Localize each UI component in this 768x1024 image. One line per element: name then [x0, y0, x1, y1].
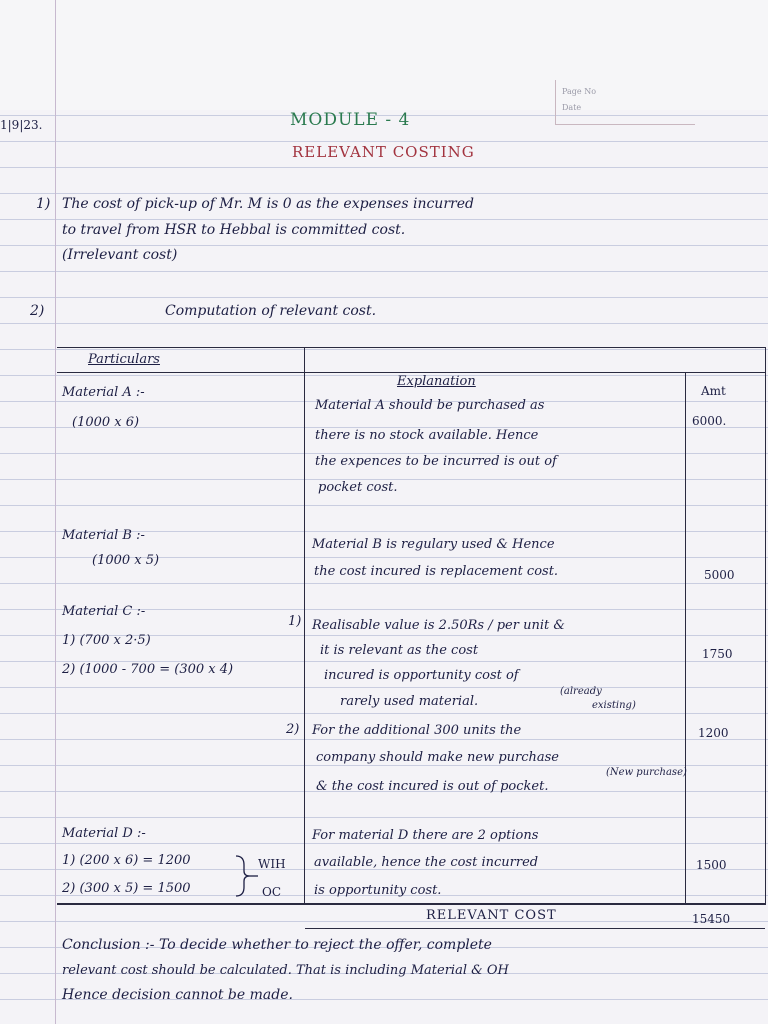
total-amount: 15450: [692, 912, 731, 926]
q1-line3: (Irrelevant cost): [62, 247, 178, 263]
material-c-exp-5: For the additional 300 units the: [312, 723, 522, 738]
page-date-box: [555, 80, 695, 125]
material-d-calc-2: 2) (300 x 5) = 1500: [62, 881, 191, 896]
page-title: RELEVANT COSTING: [292, 143, 475, 161]
table-divider-2: [685, 372, 686, 903]
material-d-label: Material D :-: [62, 826, 146, 841]
material-b-exp-1: Material B is regulary used & Hence: [312, 537, 555, 552]
q1-line1: The cost of pick-up of Mr. M is 0 as the expenses incurred: [62, 196, 474, 212]
material-b-amt: 5000: [704, 568, 735, 582]
material-a-amt: 6000.: [692, 414, 727, 428]
conclusion-line-2: relevant cost should be calculated. That is including Material & OH: [62, 963, 509, 978]
date-label: Date: [562, 103, 582, 112]
material-c-exp-1: Realisable value is 2.50Rs / per unit &: [312, 618, 565, 633]
col-explanation: Explanation: [397, 374, 476, 389]
page-no-label: Page No: [562, 87, 597, 96]
total-label: RELEVANT COST: [426, 908, 557, 923]
table-header-rule: [57, 372, 765, 373]
material-b-exp-2: the cost incured is replacement cost.: [314, 564, 559, 579]
material-a-exp-4: pocket cost.: [318, 480, 398, 495]
material-c-note-2: (New purchase): [606, 767, 687, 778]
material-c-note-1a: (already: [560, 686, 602, 697]
material-d-tag-2: OC: [262, 885, 282, 899]
material-c-amt-1: 1750: [702, 647, 733, 661]
material-d-exp-3: is opportunity cost.: [314, 883, 442, 898]
module-heading: MODULE - 4: [290, 110, 411, 130]
q1-number: 1): [36, 196, 51, 212]
material-c-n1: 1): [288, 614, 302, 629]
material-a-calc: (1000 x 6): [72, 415, 140, 430]
q1-line2: to travel from HSR to Hebbal is committed cost.: [62, 222, 406, 238]
col-amt: Amt: [701, 384, 726, 398]
material-c-amt-2: 1200: [698, 726, 729, 740]
material-a-exp-3: the expences to be incurred is out of: [315, 454, 557, 469]
material-c-exp-4: rarely used material.: [340, 694, 479, 709]
material-a-label: Material A :-: [62, 385, 145, 400]
material-c-label: Material C :-: [62, 604, 146, 619]
q2-number: 2): [30, 303, 45, 319]
material-b-calc: (1000 x 5): [92, 553, 160, 568]
material-c-n2: 2): [286, 722, 300, 737]
date-text: 1|9|23.: [0, 118, 43, 132]
total-rule: [305, 928, 765, 929]
material-d-brace-icon: [232, 853, 260, 899]
material-c-calc-2: 2) (1000 - 700 = (300 x 4): [62, 662, 234, 677]
table-bottom-rule: [57, 903, 765, 904]
material-c-note-1b: existing): [592, 700, 636, 711]
material-b-label: Material B :-: [62, 528, 145, 543]
material-c-exp-6: company should make new purchase: [316, 750, 559, 765]
material-c-exp-7: & the cost incured is out of pocket.: [316, 779, 549, 794]
material-d-calc-1: 1) (200 x 6) = 1200: [62, 853, 191, 868]
material-d-amt: 1500: [696, 858, 727, 872]
material-d-exp-1: For material D there are 2 options: [312, 828, 539, 843]
conclusion-line-3: Hence decision cannot be made.: [62, 987, 293, 1003]
material-c-exp-2: it is relevant as the cost: [320, 643, 479, 658]
material-c-calc-1: 1) (700 x 2·5): [62, 633, 151, 648]
q2-heading: Computation of relevant cost.: [165, 303, 377, 319]
table-divider-1: [304, 347, 305, 903]
material-a-exp-1: Material A should be purchased as: [315, 398, 545, 413]
material-c-exp-3: incured is opportunity cost of: [324, 668, 519, 683]
material-d-exp-2: available, hence the cost incurred: [314, 855, 539, 870]
material-a-exp-2: there is no stock available. Hence: [315, 428, 539, 443]
margin-line: [55, 0, 56, 1024]
conclusion-line-1: Conclusion :- To decide whether to reject the offer, complete: [62, 937, 492, 953]
material-d-tag-1: WIH: [258, 857, 286, 871]
col-particulars: Particulars: [88, 352, 160, 367]
